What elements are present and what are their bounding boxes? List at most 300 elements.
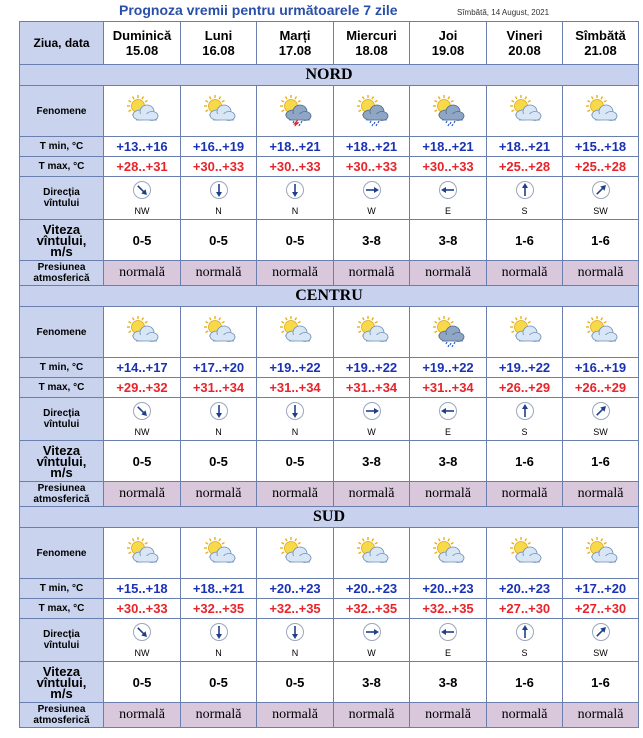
wind-speed-label-line3: m/s xyxy=(50,243,73,259)
phenomena-row xyxy=(20,86,639,137)
tmin-value: +20..+23 xyxy=(257,579,334,599)
pressure-value: normală xyxy=(181,261,257,286)
sun-cloud-icon xyxy=(334,537,409,569)
wind-speed-label-line1: Viteza xyxy=(42,442,81,458)
wind-arrow-icon xyxy=(591,622,611,647)
wind-speed-value: 0-5 xyxy=(104,441,181,482)
day-date: 19.08 xyxy=(431,43,465,58)
pressure-value: normală xyxy=(334,261,410,286)
wind-arrow-icon xyxy=(209,180,229,205)
wind-speed-value: 0-5 xyxy=(257,662,334,703)
tmin-value: +19..+22 xyxy=(334,358,410,378)
day-header-1 xyxy=(181,22,257,65)
wind-arrow-icon xyxy=(132,622,152,647)
tmin-value: +14..+17 xyxy=(104,358,181,378)
tmin-value: +19..+22 xyxy=(257,358,334,378)
pressure-row xyxy=(20,261,639,286)
day-header-0 xyxy=(104,22,181,65)
region-name: CENTRU xyxy=(20,286,639,307)
wind-direction xyxy=(334,622,409,658)
wind-arrow-icon xyxy=(438,622,458,647)
pressure-value: normală xyxy=(181,482,257,507)
phenomena-cell xyxy=(410,528,487,579)
wind-direction-value: W xyxy=(367,427,376,437)
tmax-value: +31..+34 xyxy=(181,378,257,398)
wind-arrow-icon xyxy=(515,401,535,426)
wind-direction-value: N xyxy=(291,427,299,437)
wind-direction-value: S xyxy=(521,206,528,216)
wind-direction xyxy=(334,401,409,437)
tmax-value: +27..+30 xyxy=(487,599,563,619)
tmin-row xyxy=(20,137,639,157)
sun-cloud-icon xyxy=(487,95,562,127)
day-name: Duminică xyxy=(112,28,172,43)
wind-direction-cell xyxy=(181,619,257,662)
phenomena-cell xyxy=(104,307,181,358)
wind-speed-row xyxy=(20,662,639,703)
phenomena-cell xyxy=(334,528,410,579)
tmin-value: +17..+20 xyxy=(563,579,639,599)
wind-speed-label-line2: vîntului, xyxy=(36,453,87,469)
wind-direction-cell xyxy=(181,177,257,220)
wind-direction-value: SW xyxy=(593,206,608,216)
wind-direction-cell xyxy=(563,619,639,662)
wind-speed-label-line2: vîntului, xyxy=(36,674,87,690)
phenomena-label: Fenomene xyxy=(20,528,104,579)
wind-direction-value: NW xyxy=(134,206,150,216)
day-column-label: Ziua, data xyxy=(20,22,104,65)
wind-direction xyxy=(487,401,562,437)
wind-speed-label-line2: vîntului, xyxy=(36,232,87,248)
pressure-value: normală xyxy=(563,703,639,728)
thunderstorm-icon xyxy=(257,95,333,127)
rain-icon xyxy=(410,316,486,348)
day-date: 20.08 xyxy=(508,43,541,58)
day-header-4 xyxy=(410,22,487,65)
wind-direction-value: E xyxy=(444,206,451,216)
tmin-value: +13..+16 xyxy=(104,137,181,157)
wind-speed-label xyxy=(20,441,104,482)
phenomena-cell xyxy=(563,86,639,137)
pressure-value: normală xyxy=(104,261,181,286)
wind-arrow-icon xyxy=(285,401,305,426)
day-header-3 xyxy=(334,22,410,65)
wind-arrow-icon xyxy=(285,180,305,205)
wind-speed-value: 0-5 xyxy=(104,662,181,703)
region-name: SUD xyxy=(20,507,639,528)
tmax-value: +30..+33 xyxy=(104,599,181,619)
tmin-label: T min, °C xyxy=(20,358,104,378)
wind-direction xyxy=(410,180,486,216)
day-name: Vineri xyxy=(506,28,543,43)
tmax-row xyxy=(20,378,639,398)
tmin-value: +19..+22 xyxy=(410,358,487,378)
tmax-row xyxy=(20,599,639,619)
phenomena-cell xyxy=(410,307,487,358)
day-date: 17.08 xyxy=(278,43,312,58)
wind-direction xyxy=(104,401,180,437)
pressure-value: normală xyxy=(104,482,181,507)
wind-direction xyxy=(257,180,333,216)
wind-direction-value: N xyxy=(215,648,222,658)
tmax-value: +25..+28 xyxy=(563,157,639,177)
wind-direction-cell xyxy=(104,398,181,441)
wind-direction-cell xyxy=(104,177,181,220)
pressure-value: normală xyxy=(410,261,487,286)
pressure-value: normală xyxy=(257,482,334,507)
tmin-value: +18..+21 xyxy=(487,137,563,157)
wind-direction-cell xyxy=(410,177,487,220)
phenomena-cell xyxy=(563,307,639,358)
tmin-label: T min, °C xyxy=(20,137,104,157)
tmax-value: +32..+35 xyxy=(334,599,410,619)
sun-cloud-icon xyxy=(563,316,638,348)
tmin-value: +18..+21 xyxy=(257,137,334,157)
region-row xyxy=(20,65,639,86)
pressure-value: normală xyxy=(334,482,410,507)
tmax-value: +29..+32 xyxy=(104,378,181,398)
wind-direction xyxy=(487,180,562,216)
day-date: 15.08 xyxy=(125,43,159,58)
tmax-value: +30..+33 xyxy=(181,157,257,177)
wind-arrow-icon xyxy=(362,401,382,426)
wind-speed-label-line1: Viteza xyxy=(42,221,81,237)
sun-cloud-icon xyxy=(181,316,256,348)
wind-speed-value: 3-8 xyxy=(334,220,410,261)
wind-arrow-icon xyxy=(362,180,382,205)
wind-direction-value: E xyxy=(444,427,451,437)
wind-speed-value: 3-8 xyxy=(334,441,410,482)
wind-direction-cell xyxy=(487,177,563,220)
wind-speed-value: 1-6 xyxy=(563,662,639,703)
region-row xyxy=(20,507,639,528)
sun-cloud-icon xyxy=(563,537,638,569)
wind-direction-cell xyxy=(181,398,257,441)
phenomena-label: Fenomene xyxy=(20,86,104,137)
wind-direction-label-line1: Direcția xyxy=(43,629,80,640)
sun-cloud-icon xyxy=(334,316,409,348)
wind-direction-label xyxy=(20,177,104,220)
day-date: 21.08 xyxy=(584,43,617,58)
phenomena-cell xyxy=(257,86,334,137)
tmax-value: +31..+34 xyxy=(410,378,487,398)
wind-direction xyxy=(181,622,256,658)
pressure-row xyxy=(20,703,639,728)
tmin-label: T min, °C xyxy=(20,579,104,599)
tmin-value: +16..+19 xyxy=(563,358,639,378)
wind-direction-cell xyxy=(104,619,181,662)
tmax-value: +32..+35 xyxy=(257,599,334,619)
sun-cloud-icon xyxy=(181,537,256,569)
wind-speed-value: 0-5 xyxy=(181,220,257,261)
pressure-value: normală xyxy=(487,703,563,728)
wind-arrow-icon xyxy=(285,622,305,647)
day-date: 16.08 xyxy=(202,43,235,58)
pressure-value: normală xyxy=(257,703,334,728)
wind-direction-row xyxy=(20,398,639,441)
phenomena-row xyxy=(20,307,639,358)
wind-arrow-icon xyxy=(591,180,611,205)
wind-direction-value: NW xyxy=(134,427,150,437)
wind-speed-value: 1-6 xyxy=(563,441,639,482)
sun-cloud-icon xyxy=(104,537,180,569)
wind-direction-label xyxy=(20,619,104,662)
tmax-value: +30..+33 xyxy=(257,157,334,177)
tmax-value: +30..+33 xyxy=(334,157,410,177)
pressure-label-line1: Presiunea xyxy=(37,262,86,273)
phenomena-cell xyxy=(334,307,410,358)
wind-direction xyxy=(181,180,256,216)
pressure-value: normală xyxy=(181,703,257,728)
region-name: NORD xyxy=(20,65,639,86)
wind-direction-cell xyxy=(410,398,487,441)
tmax-value: +28..+31 xyxy=(104,157,181,177)
pressure-value: normală xyxy=(410,482,487,507)
wind-direction-label-line2: vîntului xyxy=(43,198,80,209)
tmin-value: +19..+22 xyxy=(487,358,563,378)
wind-arrow-icon xyxy=(209,401,229,426)
wind-direction-label xyxy=(20,398,104,441)
wind-direction-row xyxy=(20,619,639,662)
wind-direction-value: SW xyxy=(593,427,608,437)
pressure-label-line1: Presiunea xyxy=(37,483,86,494)
tmax-value: +27..+30 xyxy=(563,599,639,619)
wind-speed-label xyxy=(20,220,104,261)
pressure-label-line2: atmosferică xyxy=(33,273,90,284)
wind-speed-value: 0-5 xyxy=(257,441,334,482)
day-date: 18.08 xyxy=(355,43,388,58)
sun-cloud-icon xyxy=(563,95,638,127)
wind-speed-value: 0-5 xyxy=(104,220,181,261)
wind-speed-value: 3-8 xyxy=(410,662,487,703)
tmax-value: +31..+34 xyxy=(257,378,334,398)
wind-speed-value: 3-8 xyxy=(410,220,487,261)
wind-direction-value: SW xyxy=(593,648,608,658)
sun-cloud-icon xyxy=(257,537,333,569)
phenomena-cell xyxy=(487,307,563,358)
wind-direction xyxy=(563,622,638,658)
wind-direction xyxy=(410,401,486,437)
wind-direction-cell xyxy=(257,398,334,441)
day-name: Marți xyxy=(279,28,311,43)
tmax-label: T max, °C xyxy=(20,157,104,177)
pressure-value: normală xyxy=(334,703,410,728)
pressure-label-line2: atmosferică xyxy=(33,715,90,726)
sun-cloud-icon xyxy=(104,95,180,127)
tmin-value: +20..+23 xyxy=(334,579,410,599)
wind-direction xyxy=(487,622,562,658)
tmax-value: +26..+29 xyxy=(487,378,563,398)
wind-speed-value: 3-8 xyxy=(410,441,487,482)
phenomena-cell xyxy=(487,528,563,579)
sun-cloud-icon xyxy=(487,316,562,348)
rain-icon xyxy=(334,95,409,127)
tmin-value: +18..+21 xyxy=(410,137,487,157)
phenomena-cell xyxy=(257,528,334,579)
wind-arrow-icon xyxy=(515,180,535,205)
wind-arrow-icon xyxy=(362,622,382,647)
wind-arrow-icon xyxy=(438,401,458,426)
wind-speed-value: 0-5 xyxy=(181,662,257,703)
tmax-value: +32..+35 xyxy=(410,599,487,619)
pressure-value: normală xyxy=(257,261,334,286)
wind-direction-value: S xyxy=(521,648,528,658)
wind-direction-value: S xyxy=(521,427,528,437)
wind-direction xyxy=(563,401,638,437)
sun-cloud-icon xyxy=(181,95,256,127)
page-title: Prognoza vremii pentru următoarele 7 zile xyxy=(119,2,398,18)
wind-direction xyxy=(104,180,180,216)
phenomena-cell xyxy=(410,86,487,137)
wind-direction-value: NW xyxy=(134,648,150,658)
sun-cloud-icon xyxy=(487,537,562,569)
tmin-value: +18..+21 xyxy=(334,137,410,157)
day-header-2 xyxy=(257,22,334,65)
tmax-value: +25..+28 xyxy=(487,157,563,177)
pressure-label xyxy=(20,482,104,507)
day-header-row xyxy=(20,22,639,65)
wind-direction-value: N xyxy=(291,206,299,216)
wind-arrow-icon xyxy=(438,180,458,205)
phenomena-cell xyxy=(334,86,410,137)
tmin-row xyxy=(20,579,639,599)
wind-speed-value: 1-6 xyxy=(563,220,639,261)
wind-direction-cell xyxy=(334,177,410,220)
phenomena-cell xyxy=(181,307,257,358)
wind-direction-label-line1: Direcția xyxy=(43,408,80,419)
wind-direction-cell xyxy=(257,619,334,662)
pressure-value: normală xyxy=(104,703,181,728)
wind-speed-label-line1: Viteza xyxy=(42,663,81,679)
sun-cloud-icon xyxy=(257,316,333,348)
wind-arrow-icon xyxy=(132,180,152,205)
wind-direction-value: N xyxy=(291,648,299,658)
wind-direction-label-line1: Direcția xyxy=(43,187,80,198)
wind-arrow-icon xyxy=(132,401,152,426)
wind-direction xyxy=(563,180,638,216)
wind-speed-value: 1-6 xyxy=(487,662,563,703)
phenomena-cell xyxy=(104,528,181,579)
sun-cloud-icon xyxy=(104,316,180,348)
wind-direction-value: E xyxy=(444,648,451,658)
day-name: Sîmbătă xyxy=(575,28,626,43)
wind-speed-row xyxy=(20,220,639,261)
wind-arrow-icon xyxy=(591,401,611,426)
phenomena-cell xyxy=(181,528,257,579)
wind-arrow-icon xyxy=(515,622,535,647)
phenomena-cell xyxy=(181,86,257,137)
wind-speed-value: 1-6 xyxy=(487,220,563,261)
phenomena-cell xyxy=(104,86,181,137)
pressure-label xyxy=(20,703,104,728)
rain-icon xyxy=(410,95,486,127)
pressure-label-line1: Presiunea xyxy=(37,704,86,715)
tmax-value: +30..+33 xyxy=(410,157,487,177)
wind-speed-value: 0-5 xyxy=(181,441,257,482)
phenomena-cell xyxy=(487,86,563,137)
tmin-value: +18..+21 xyxy=(181,579,257,599)
wind-direction xyxy=(257,401,333,437)
phenomena-row xyxy=(20,528,639,579)
tmin-value: +17..+20 xyxy=(181,358,257,378)
forecast-date: Sîmbătă, 14 August, 2021 xyxy=(457,8,550,17)
day-name: Luni xyxy=(204,28,233,43)
wind-direction xyxy=(104,622,180,658)
wind-direction-value: W xyxy=(367,648,376,658)
wind-direction-cell xyxy=(410,619,487,662)
tmin-value: +16..+19 xyxy=(181,137,257,157)
wind-speed-value: 1-6 xyxy=(487,441,563,482)
wind-direction-value: N xyxy=(215,427,222,437)
pressure-value: normală xyxy=(410,703,487,728)
wind-direction-cell xyxy=(563,398,639,441)
wind-direction-cell xyxy=(487,619,563,662)
wind-speed-value: 3-8 xyxy=(334,662,410,703)
wind-direction xyxy=(410,622,486,658)
pressure-label xyxy=(20,261,104,286)
tmax-value: +31..+34 xyxy=(334,378,410,398)
wind-speed-label-line3: m/s xyxy=(50,464,73,480)
wind-speed-label xyxy=(20,662,104,703)
region-row xyxy=(20,286,639,307)
day-name: Joi xyxy=(438,28,458,43)
tmin-value: +15..+18 xyxy=(104,579,181,599)
wind-direction-cell xyxy=(487,398,563,441)
wind-direction-cell xyxy=(334,619,410,662)
tmax-row xyxy=(20,157,639,177)
tmin-value: +20..+23 xyxy=(410,579,487,599)
tmin-value: +20..+23 xyxy=(487,579,563,599)
wind-direction-row xyxy=(20,177,639,220)
wind-direction-label-line2: vîntului xyxy=(43,419,80,430)
wind-direction-cell xyxy=(257,177,334,220)
tmax-label: T max, °C xyxy=(20,378,104,398)
tmax-label: T max, °C xyxy=(20,599,104,619)
tmin-value: +15..+18 xyxy=(563,137,639,157)
pressure-value: normală xyxy=(487,261,563,286)
pressure-value: normală xyxy=(563,261,639,286)
phenomena-cell xyxy=(563,528,639,579)
tmin-row xyxy=(20,358,639,378)
sun-cloud-icon xyxy=(410,537,486,569)
wind-speed-value: 0-5 xyxy=(257,220,334,261)
day-header-6 xyxy=(563,22,639,65)
pressure-row xyxy=(20,482,639,507)
forecast-table xyxy=(19,21,639,728)
tmax-value: +26..+29 xyxy=(563,378,639,398)
wind-direction-cell xyxy=(334,398,410,441)
wind-direction-value: N xyxy=(215,206,222,216)
wind-direction-label-line2: vîntului xyxy=(43,640,80,651)
pressure-value: normală xyxy=(487,482,563,507)
day-header-5 xyxy=(487,22,563,65)
wind-speed-label-line3: m/s xyxy=(50,685,73,701)
wind-direction xyxy=(181,401,256,437)
wind-arrow-icon xyxy=(209,622,229,647)
wind-direction-cell xyxy=(563,177,639,220)
phenomena-cell xyxy=(257,307,334,358)
wind-direction xyxy=(257,622,333,658)
wind-speed-row xyxy=(20,441,639,482)
pressure-value: normală xyxy=(563,482,639,507)
tmax-value: +32..+35 xyxy=(181,599,257,619)
wind-direction-value: W xyxy=(367,206,376,216)
pressure-label-line2: atmosferică xyxy=(33,494,90,505)
day-name: Miercuri xyxy=(346,28,397,43)
phenomena-label: Fenomene xyxy=(20,307,104,358)
forecast-body xyxy=(20,65,639,728)
wind-direction xyxy=(334,180,409,216)
